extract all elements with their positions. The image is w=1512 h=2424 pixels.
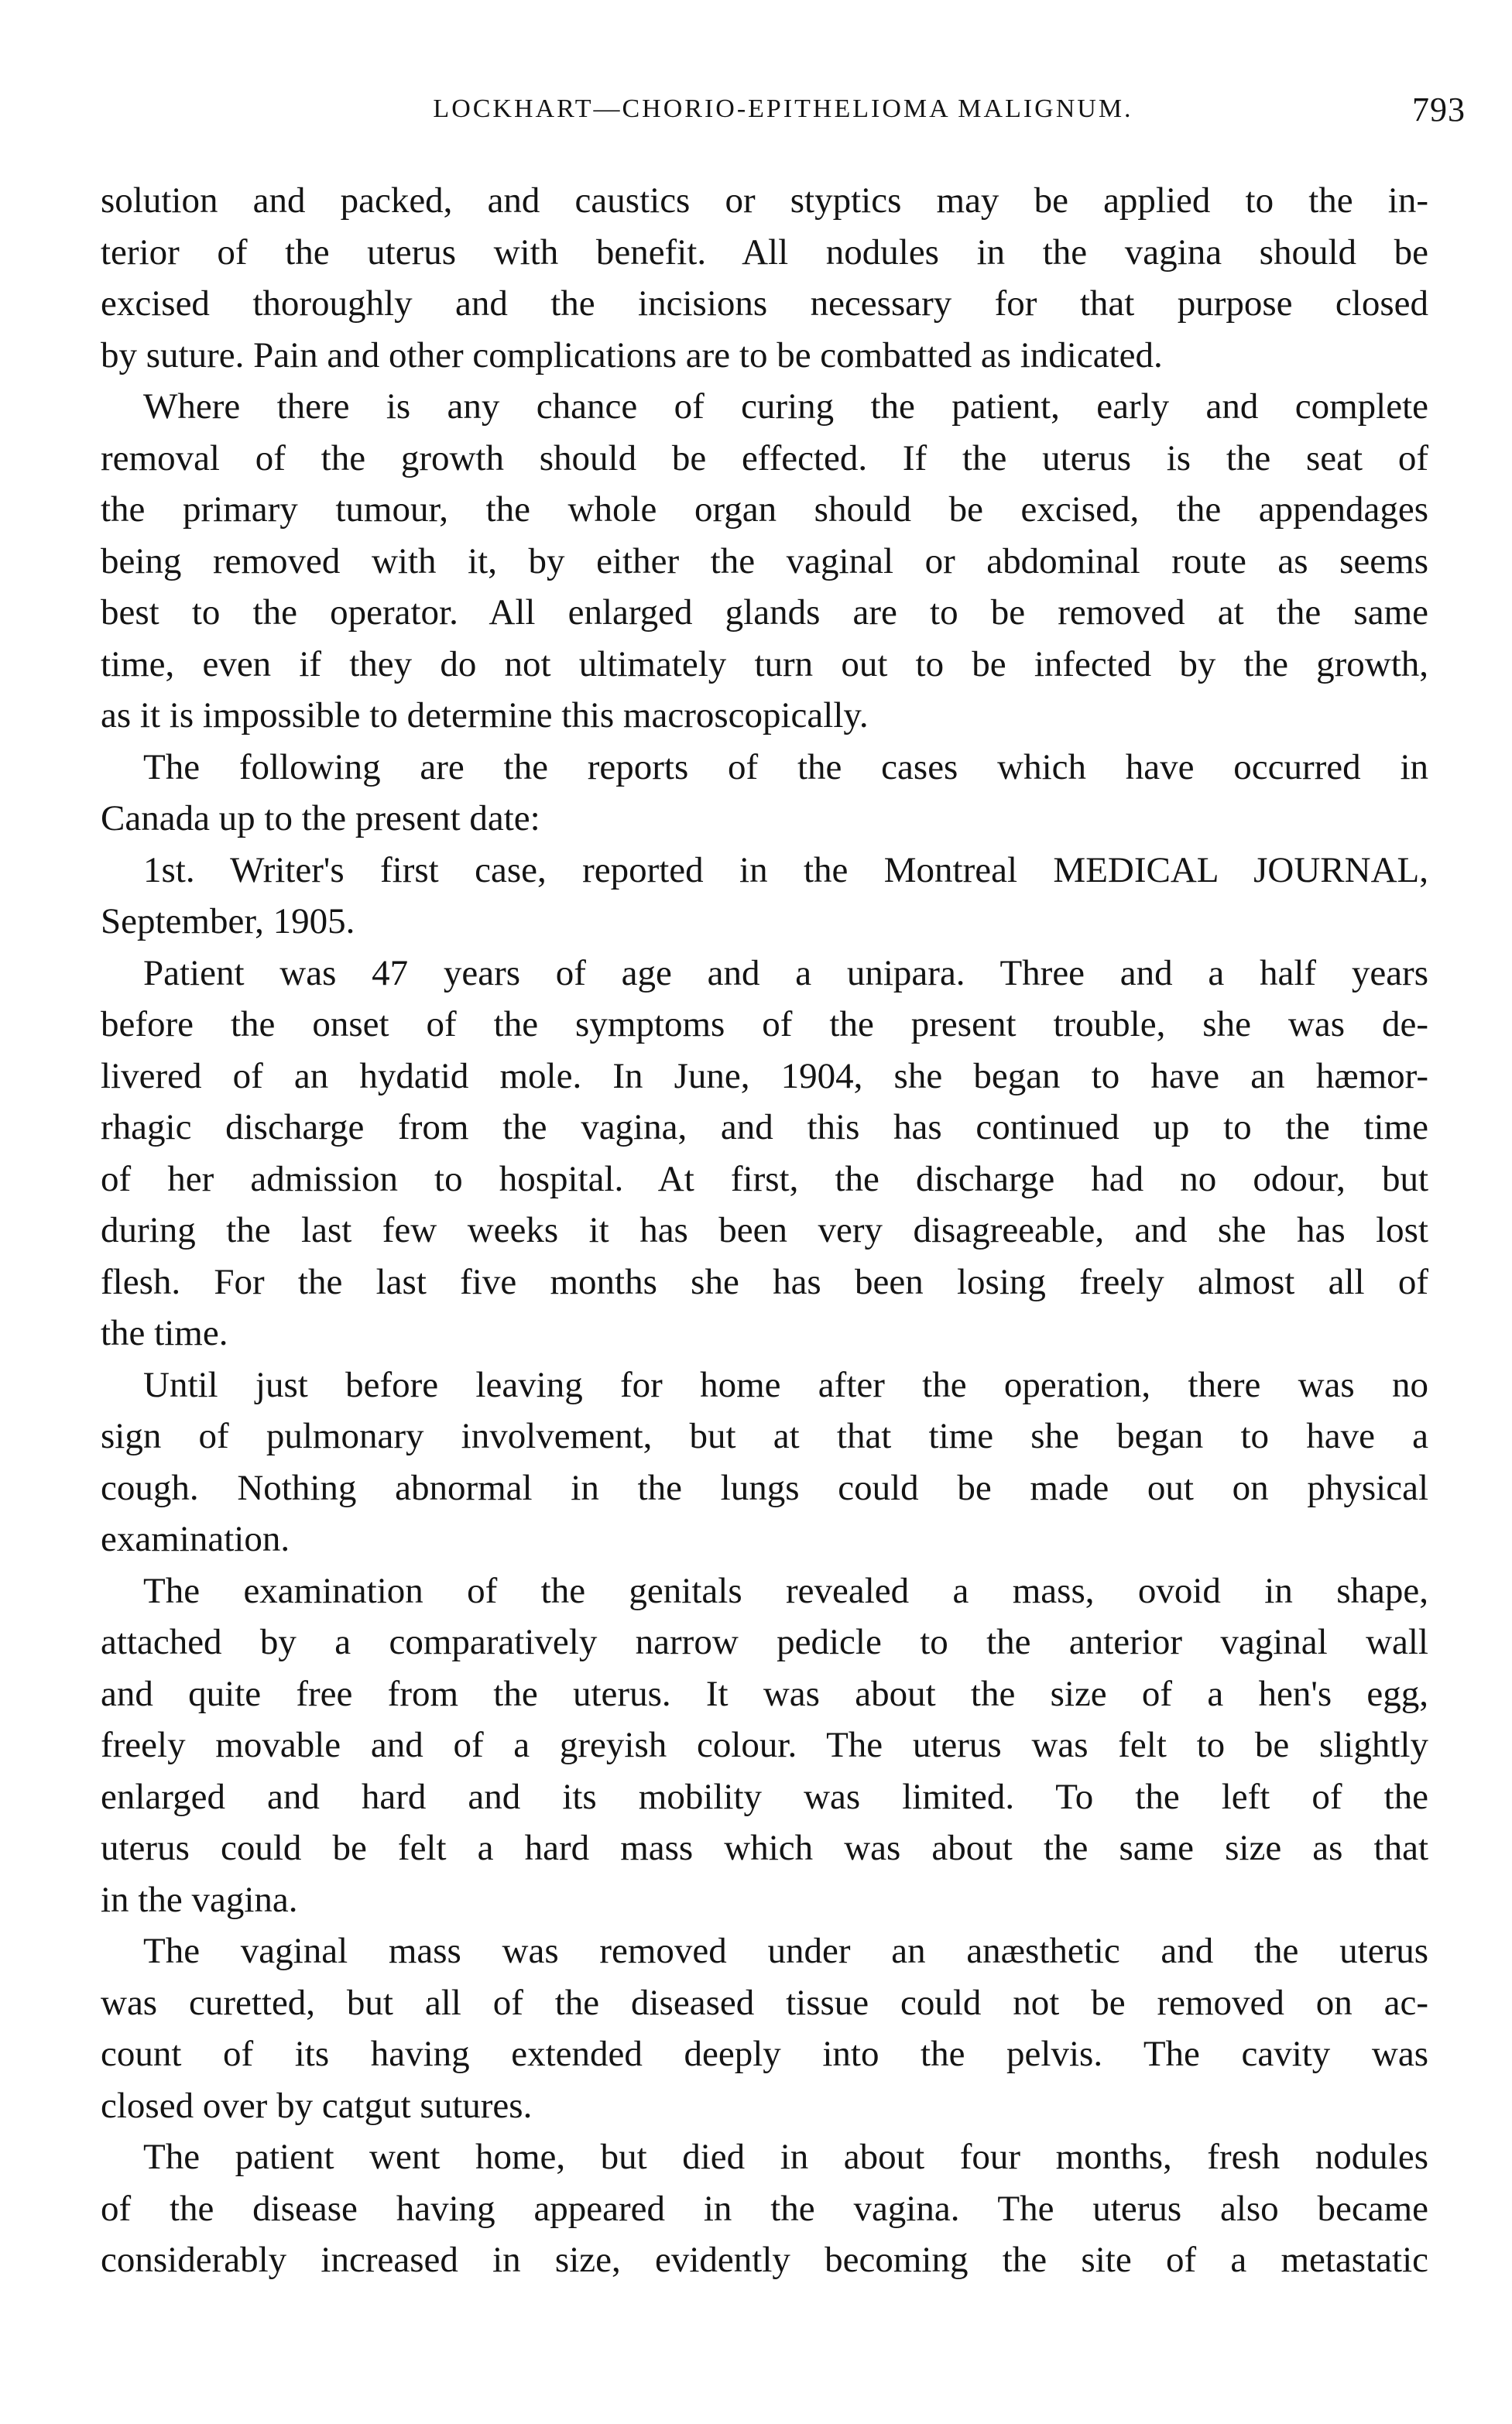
paragraph-reports-intro — [101, 742, 1428, 845]
running-title: LOCKHART—CHORIO-EPITHELIOMA MALIGNUM. — [433, 94, 1133, 123]
text-line: of the disease having appeared in the vagina. The uterus also became — [101, 2188, 1428, 2229]
text-line: the time. — [101, 1313, 228, 1353]
paragraph-solution — [101, 175, 1428, 381]
text-line: livered of an hydatid mole. In June, 1904, she began to have an hæmor- — [101, 1055, 1428, 1096]
text-line: was curetted, but all of the diseased tissue could not be removed on ac- — [101, 1982, 1428, 2023]
text-line: by suture. Pain and other complications are to be combatted as indicated. — [101, 334, 1163, 375]
paragraph-patient-history — [101, 948, 1428, 1359]
text-line: and quite free from the uterus. It was about the size of a hen's egg, — [101, 1673, 1428, 1714]
text-line: terior of the uterus with benefit. All nodules in the vagina should be — [101, 231, 1428, 273]
text-line: Patient was 47 years of age and a unipara. Three and a half years — [143, 952, 1428, 993]
text-line: excised thoroughly and the incisions necessary for that purpose closed — [101, 283, 1428, 324]
text-line: sign of pulmonary involvement, but at that time she began to have a — [101, 1416, 1428, 1456]
text-line: The examination of the genitals revealed a mass, ovoid in shape, — [143, 1570, 1428, 1611]
text-line: examination. — [101, 1519, 290, 1559]
page-number: 793 — [1412, 91, 1466, 129]
text-line: attached by a comparatively narrow pedicle to the anterior vaginal wall — [101, 1622, 1428, 1662]
text-line: 1st. Writer's first case, reported in the Montreal MEDICAL JOURNAL, — [143, 849, 1428, 890]
text-line: in the vagina. — [101, 1879, 298, 1920]
text-line: The vaginal mass was removed under an anæsthetic and the uterus — [143, 1931, 1428, 1971]
text-line: Until just before leaving for home after the operation, there was no — [143, 1364, 1428, 1405]
text-line: The following are the reports of the cases which have occurred in — [143, 746, 1428, 787]
text-line: of her admission to hospital. At first, the discharge had no odour, but — [101, 1158, 1428, 1199]
text-line: enlarged and hard and its mobility was limited. To the left of the — [101, 1776, 1428, 1817]
text-line: time, even if they do not ultimately turn out to be infected by the growth, — [101, 643, 1428, 684]
running-head — [101, 91, 1466, 141]
text-line: The patient went home, but died in about four months, fresh nodules — [143, 2137, 1428, 2177]
body-text — [101, 175, 1428, 2286]
text-line: freely movable and of a greyish colour. The uterus was felt to be slightly — [101, 1725, 1428, 1765]
text-line: cough. Nothing abnormal in the lungs could be made out on physical — [101, 1467, 1428, 1508]
text-line: Where there is any chance of curing the patient, early and complete — [143, 386, 1428, 427]
text-line: as it is impossible to determine this macroscopically. — [101, 695, 869, 735]
text-line: being removed with it, by either the vaginal or abdominal route as seems — [101, 540, 1428, 581]
text-line: Canada up to the present date: — [101, 798, 540, 838]
text-line: best to the operator. All enlarged glands are to be removed at the same — [101, 592, 1428, 633]
text-line: uterus could be felt a hard mass which was about the same size as that — [101, 1828, 1428, 1868]
text-line: during the last few weeks it has been very disagreeable, and she has lost — [101, 1210, 1428, 1250]
paragraph-outcome — [101, 2131, 1428, 2286]
paragraph-first-case — [101, 845, 1428, 948]
text-line: rhagic discharge from the vagina, and this has continued up to the time — [101, 1107, 1428, 1147]
text-line: the primary tumour, the whole organ should be excised, the appendages — [101, 489, 1428, 530]
text-line: flesh. For the last five months she has been losing freely almost all of — [101, 1261, 1428, 1302]
paragraph-pulmonary — [101, 1359, 1428, 1565]
text-line: closed over by catgut sutures. — [101, 2085, 533, 2126]
paragraph-operation — [101, 1925, 1428, 2131]
text-line: count of its having extended deeply into the pelvis. The cavity was — [101, 2034, 1428, 2074]
text-line: before the onset of the symptoms of the present trouble, she was de- — [101, 1004, 1428, 1044]
text-line: September, 1905. — [101, 901, 355, 941]
text-line: removal of the growth should be effected. If the uterus is the seat of — [101, 437, 1428, 478]
paragraph-removal — [101, 381, 1428, 742]
text-line: solution and packed, and caustics or styptics may be applied to the in- — [101, 180, 1428, 221]
text-line: considerably increased in size, evidently becoming the site of a metastatic — [101, 2240, 1428, 2280]
paragraph-examination — [101, 1565, 1428, 1926]
